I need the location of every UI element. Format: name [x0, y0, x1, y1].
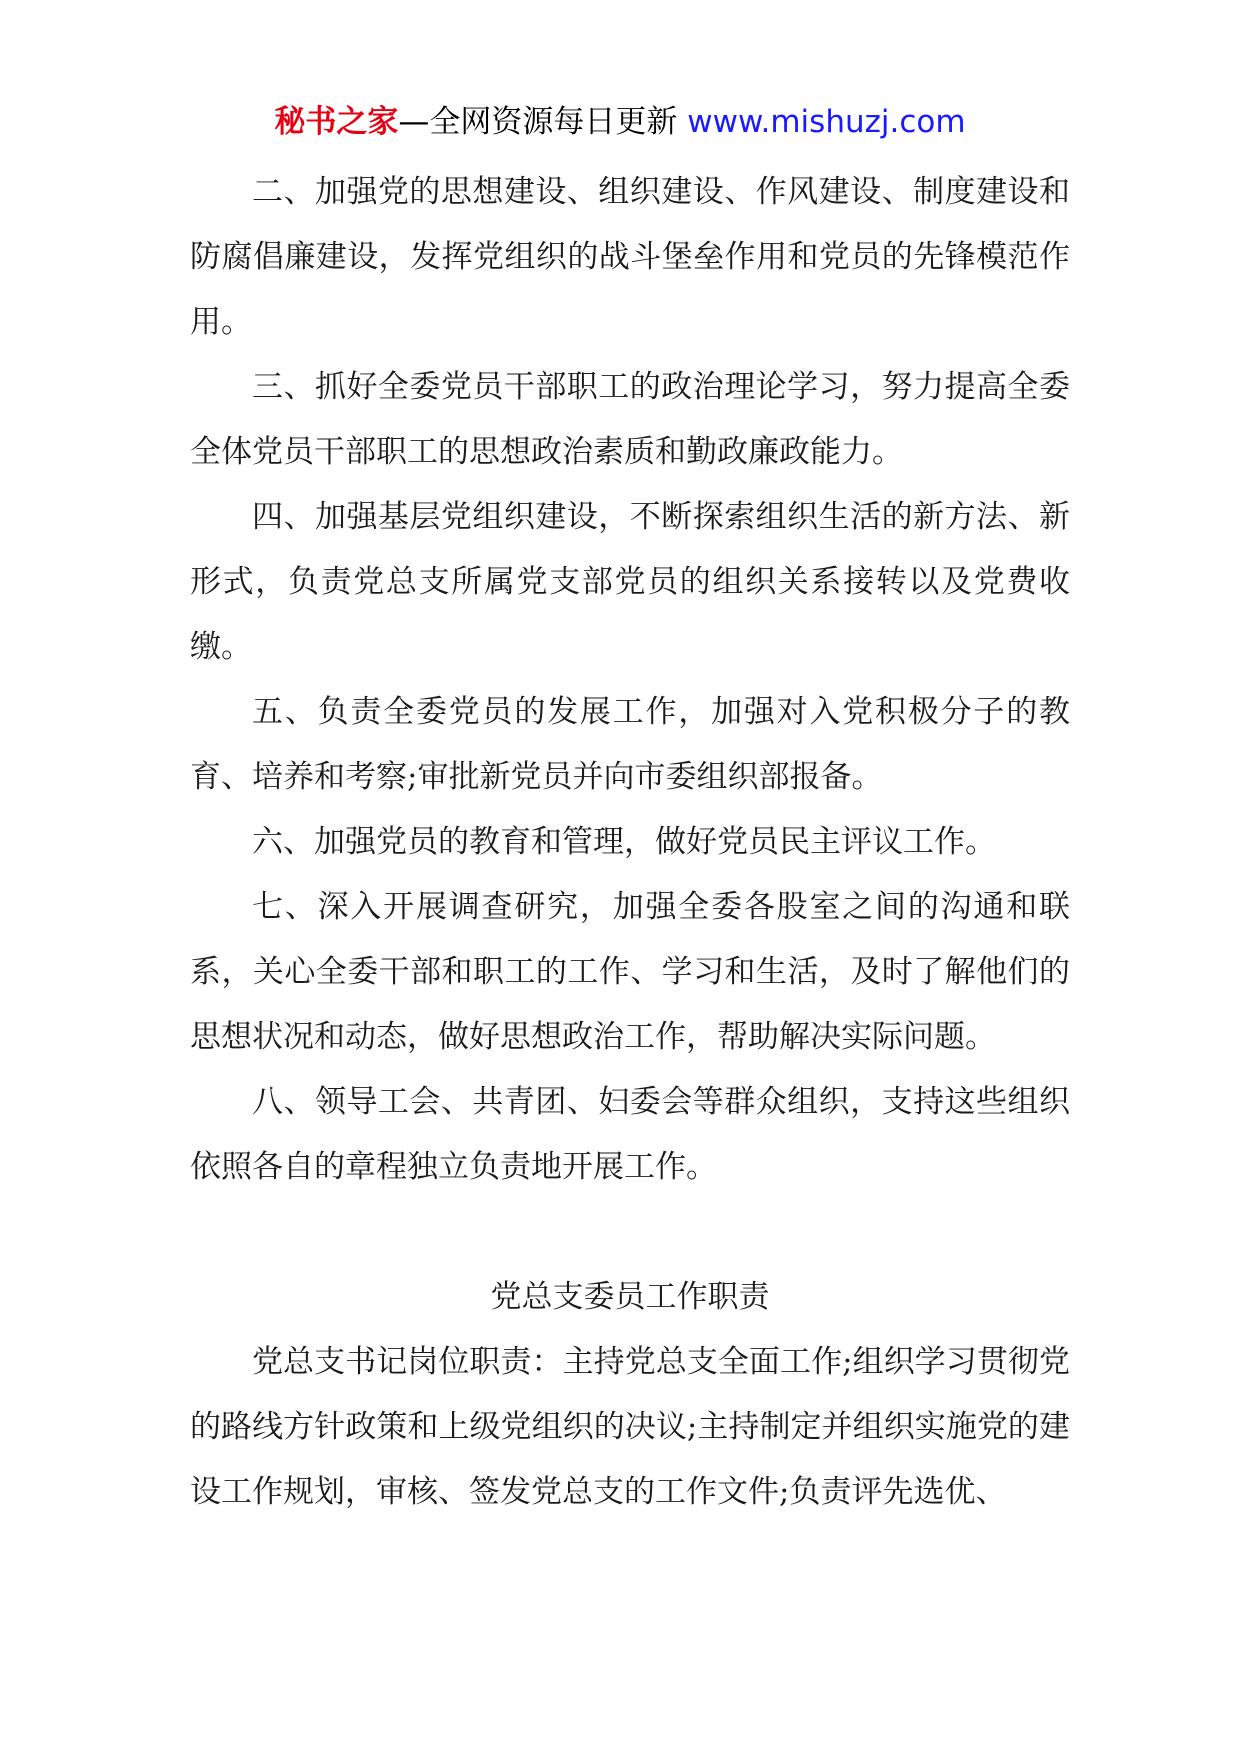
paragraph-item-3: 三、抓好全委党员干部职工的政治理论学习，努力提高全委全体党员干部职工的思想政治素质和勤政廉政能力。	[190, 369, 1070, 470]
paragraph-item-8: 八、领导工会、共青团、妇委会等群众组织，支持这些组织依照各自的章程独立负责地开展工作。	[190, 1084, 1070, 1185]
brand-name: 秘书之家	[274, 104, 399, 140]
header-url-link[interactable]: www.mishuzj.com	[687, 104, 966, 140]
header-tagline: —全网资源每日更新	[398, 104, 678, 140]
paragraph-item-5: 五、负责全委党员的发展工作，加强对入党积极分子的教育、培养和考察;审批新党员并向市委组织部报备。	[190, 694, 1070, 795]
section-paragraph: 党总支书记岗位职责：主持党总支全面工作;组织学习贯彻党的路线方针政策和上级党组织的决议;主持制定并组织实施党的建设工作规划，审核、签发党总支的工作文件;负责评先选优、	[190, 1344, 1070, 1510]
paragraph-item-6: 六、加强党员的教育和管理，做好党员民主评议工作。	[252, 824, 996, 860]
section-title: 党总支委员工作职责	[490, 1279, 770, 1315]
paragraph-item-4: 四、加强基层党组织建设，不断探索组织生活的新方法、新形式，负责党总支所属党支部党员的组织关系接转以及党费收缴。	[190, 499, 1070, 665]
paragraph-item-2: 二、加强党的思想建设、组织建设、作风建设、制度建设和防腐倡廉建设，发挥党组织的战斗堡垒作用和党员的先锋模范作用。	[190, 174, 1070, 340]
page-header	[0, 100, 1240, 144]
paragraph-item-7: 七、深入开展调查研究，加强全委各股室之间的沟通和联系，关心全委干部和职工的工作、学习和生活，及时了解他们的思想状况和动态，做好思想政治工作，帮助解决实际问题。	[190, 889, 1070, 1055]
document-body	[190, 160, 1070, 1525]
